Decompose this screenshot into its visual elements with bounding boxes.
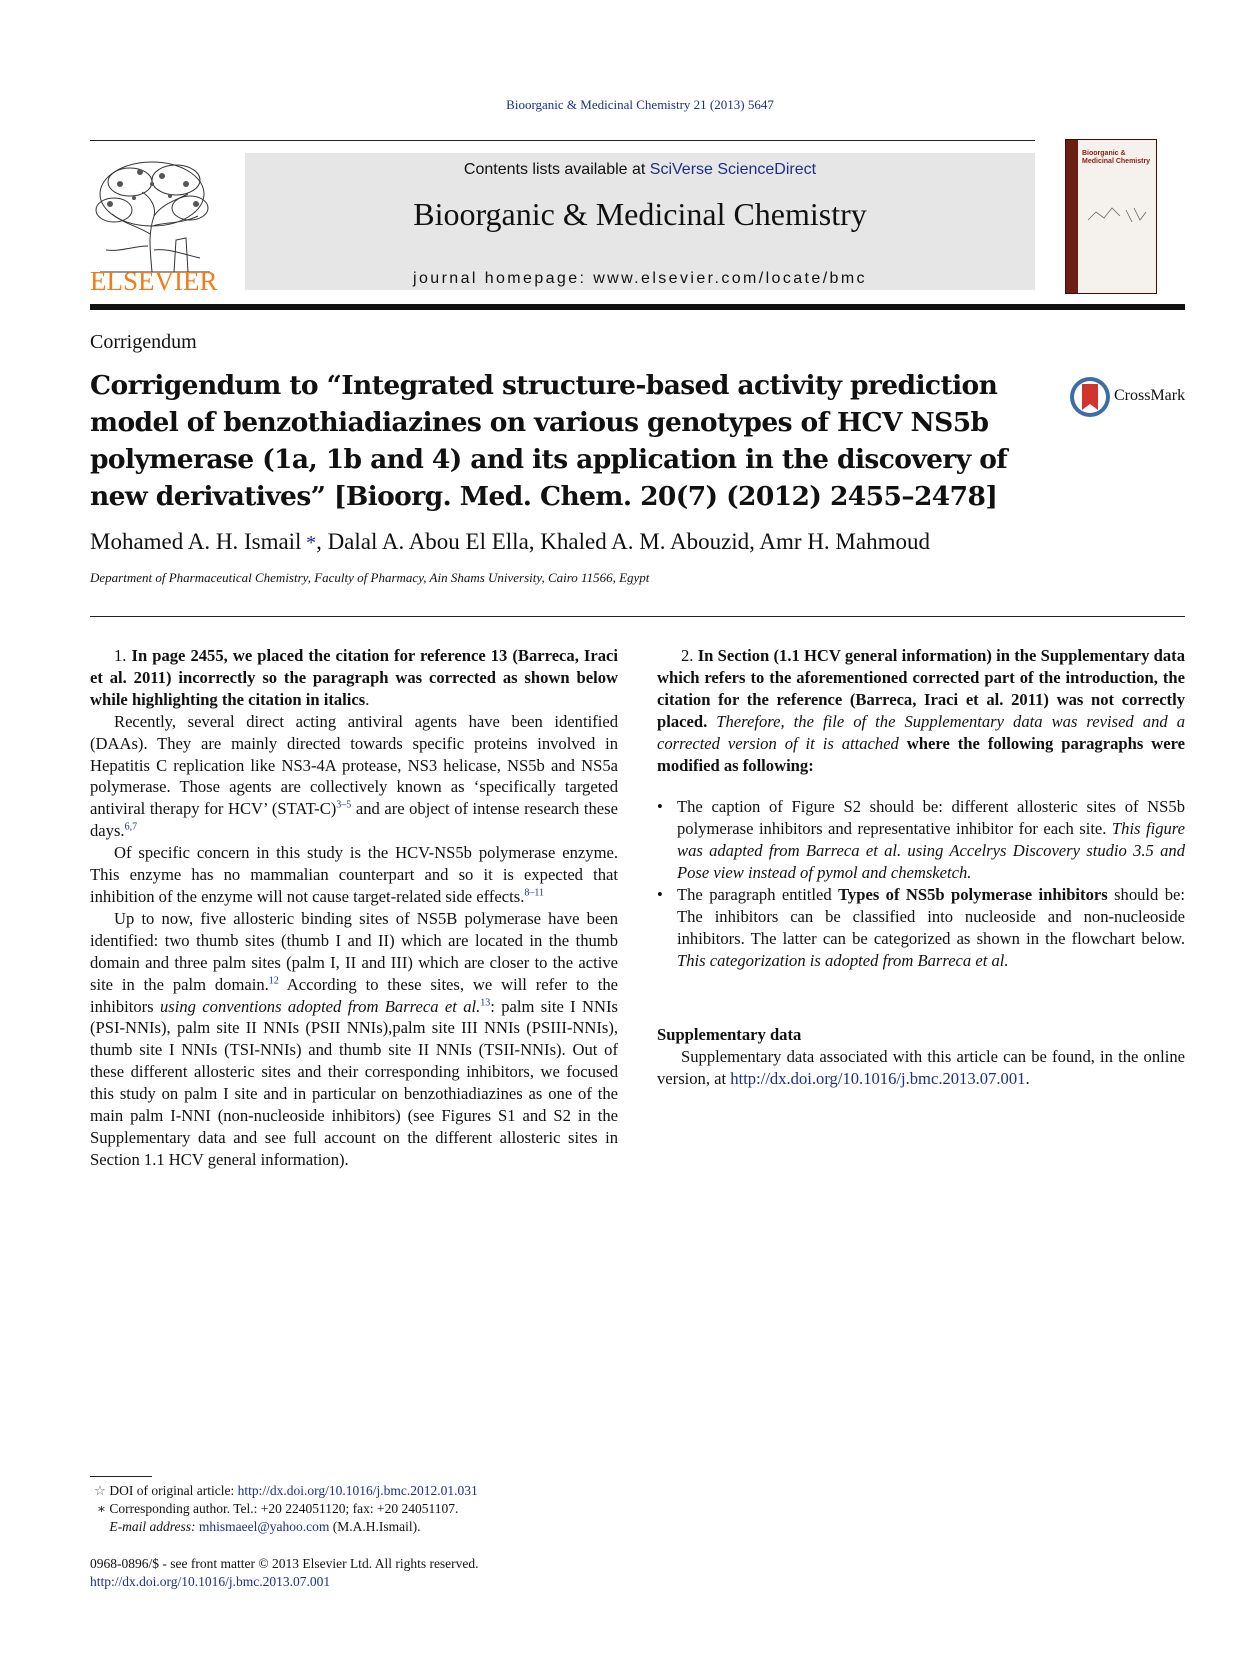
- citation-ref[interactable]: 12: [268, 975, 279, 987]
- title-divider: [90, 616, 1185, 617]
- author-rest: , Dalal A. Abou El Ella, Khaled A. M. Abouzid, Amr H. Mahmoud: [316, 529, 930, 554]
- text: should be: The inhibitors can be classified into nucleoside and non-nucleoside inhibitors. The latter can be categorized as shown in the flowchart below.: [677, 885, 1186, 948]
- elsevier-tree-icon: [90, 154, 220, 292]
- header-rule: [90, 140, 1035, 141]
- item-1-statement: In page 2455, we placed the citation for reference 13 (Barreca, Iraci et al. 2011) incorrectly so the paragraph was corrected as shown below while highlighting the citation in italics: [90, 646, 619, 709]
- corresponding-author-mark[interactable]: *: [306, 532, 317, 554]
- text: and are object of intense research these days.: [90, 799, 618, 841]
- corrected-paragraph-2: [90, 842, 618, 908]
- footnote-rule: [90, 1476, 152, 1477]
- text: Supplementary data associated with this article can be found, in the online version, at: [657, 1046, 1185, 1088]
- text: Of specific concern in this study is the HCV-NS5b polymerase enzyme. This enzyme has no mammalian counterpart and so it is expected that inhibition of the enzyme will not cause target-related side effects.: [90, 843, 618, 906]
- elsevier-logo[interactable]: [90, 154, 220, 292]
- author-list: [90, 529, 930, 555]
- punct: .: [1025, 1068, 1030, 1088]
- text: (M.A.H.Ismail).: [329, 1519, 421, 1534]
- cover-title: Bioorganic & Medicinal Chemistry: [1082, 150, 1151, 165]
- italic-text: This categorization is adopted from Barreca et al.: [677, 950, 1009, 970]
- list-item: [657, 796, 1185, 884]
- text: The caption of Figure S2 should be: different allosteric sites of NS5b polymerase inhibitors and representative inhibitor for each site.: [677, 797, 1185, 839]
- asterisk-icon: ∗: [96, 1501, 106, 1516]
- email-link[interactable]: mhismaeel@yahoo.com: [198, 1519, 330, 1534]
- bold-text: Types of NS5b polymerase inhibitors: [838, 885, 1108, 905]
- article-type: Corrigendum: [90, 331, 197, 353]
- crossmark-label[interactable]: CrossMark: [1114, 387, 1186, 404]
- text: Recently, several direct acting antiviral agents have been identified (DAAs). They are mainly directed towards specific proteins involved in Hepatitis C replication like NS3-4A protease, NS3 helicase, NS5b and NS5a polymerase. Those agents are collectively known as ‘specifically targeted antiviral therapy for HCV’ (STAT-C): [90, 711, 618, 819]
- supplementary-heading: Supplementary data: [657, 1024, 802, 1044]
- crossmark-icon: [1068, 374, 1112, 420]
- text: According to these sites, we will refer to the inhibitors: [90, 974, 619, 1016]
- correction-item-2: [657, 645, 1185, 776]
- star-icon: ☆: [93, 1483, 106, 1498]
- article-title: Corrigendum to “Integrated structure-based activity prediction model of benzothiadiazines on various genotypes of HCV NS5b polymerase (1a, 1b and 4) and its application in the discovery of new derivatives” [Bioorg. Med. Chem. 20(7) (2012) 2455–2478]: [90, 370, 1008, 512]
- running-citation[interactable]: Bioorganic & Medicinal Chemistry 21 (2013) 5647: [506, 97, 774, 112]
- author-first[interactable]: Mohamed A. H. Ismail: [90, 529, 302, 554]
- text: Corresponding author. Tel.: +20 224051120; fax: +20 24051107.: [109, 1501, 459, 1516]
- corrected-paragraph-1: [90, 711, 618, 842]
- article-doi-link[interactable]: http://dx.doi.org/10.1016/j.bmc.2013.07.001: [90, 1574, 331, 1589]
- cover-molecule-icon: [1084, 200, 1150, 230]
- item-number: 2.: [681, 646, 698, 665]
- contents-availability: [245, 161, 1035, 179]
- original-doi-link[interactable]: http://dx.doi.org/10.1016/j.bmc.2012.01.031: [237, 1483, 478, 1498]
- text: Up to now, five allosteric binding sites of NS5B polymerase have been identified: two thumb sites (thumb I and II) which are located in the thumb domain and three palm sites (palm I, II and III) which are closer to the active site in the palm domain.: [90, 908, 618, 994]
- item-2-bold-end: where the following paragraphs were modified as following:: [657, 733, 1185, 775]
- label: E-mail address:: [109, 1519, 199, 1534]
- header-thick-rule: [90, 304, 1185, 310]
- publisher-name: ELSEVIER: [90, 266, 218, 292]
- author-affiliation: Department of Pharmaceutical Chemistry, Faculty of Pharmacy, Ain Shams University, Cairo 11566, Egypt: [90, 570, 650, 585]
- item-number: 1.: [114, 646, 132, 665]
- citation-ref[interactable]: 3–5: [336, 799, 352, 811]
- citation-ref[interactable]: 8–11: [524, 887, 545, 899]
- correction-item-1: [90, 645, 618, 711]
- cover-page: [1078, 140, 1156, 293]
- bullet-icon: •: [657, 885, 663, 905]
- label: DOI of original article:: [109, 1483, 238, 1498]
- italic-citation: using conventions adopted from Barreca et al.: [159, 996, 481, 1016]
- sciencedirect-link[interactable]: SciVerse ScienceDirect: [649, 161, 817, 178]
- supplementary-doi-link[interactable]: http://dx.doi.org/10.1016/j.bmc.2013.07.001: [730, 1068, 1026, 1088]
- item-2-italic: Therefore, the file of the Supplementary data was revised and a corrected version of it is attached: [657, 711, 1185, 753]
- right-column: [657, 645, 1185, 1089]
- journal-cover[interactable]: [1065, 139, 1157, 294]
- footnote-doi: [90, 1482, 890, 1500]
- punct: .: [365, 689, 370, 709]
- list-item: [657, 884, 1186, 972]
- citation-ref[interactable]: 13: [480, 996, 491, 1008]
- italic-text: This figure was adapted from Barreca et al. using Accelrys Discovery studio 3.5 and Pose view instead of pymol and chemsketch.: [677, 819, 1185, 883]
- supplementary-text: [657, 1046, 1185, 1090]
- item-2-statement: In Section (1.1 HCV general information) in the Supplementary data which refers to the aforementioned corrected part of the introduction, the citation for the reference (Barreca, Iraci et al. 2011) was not correctly placed.: [657, 646, 1186, 731]
- journal-homepage[interactable]: journal homepage: www.elsevier.com/locate/bmc: [413, 270, 867, 287]
- bullet-icon: •: [657, 797, 663, 817]
- corrected-paragraph-3: [90, 908, 618, 1171]
- left-column: [90, 645, 618, 1171]
- text: The paragraph entitled: [677, 885, 839, 905]
- modification-list: [657, 796, 1185, 971]
- journal-title: Bioorganic & Medicinal Chemistry: [413, 196, 867, 232]
- footnote-email: [90, 1518, 890, 1536]
- contents-prefix: Contents lists available at: [463, 161, 650, 178]
- front-matter-line: 0968-0896/$ - see front matter © 2013 Elsevier Ltd. All rights reserved.: [90, 1556, 479, 1571]
- journal-banner: [245, 153, 1035, 290]
- text: : palm site I NNIs (PSI-NNIs), palm site II NNIs (PSII NNIs),palm site III NNIs (PSIII-NNIs), thumb site I NNIs (TSI-NNIs) and thumb site II NNIs (TSII-NNIs). Out of these different allosteric sites and their corresponding inhibitors, we focused this study on palm I site and in particular on benzothiadiazines as one of the main palm I-NNI (non-nucleoside inhibitors) (see Figures S1 and S2 in the Supplementary data and see full account on the different allosteric sites in Section 1.1 HCV general information).: [90, 996, 618, 1169]
- citation-ref[interactable]: 6,7: [124, 821, 138, 833]
- footnote-corresponding: [90, 1500, 890, 1518]
